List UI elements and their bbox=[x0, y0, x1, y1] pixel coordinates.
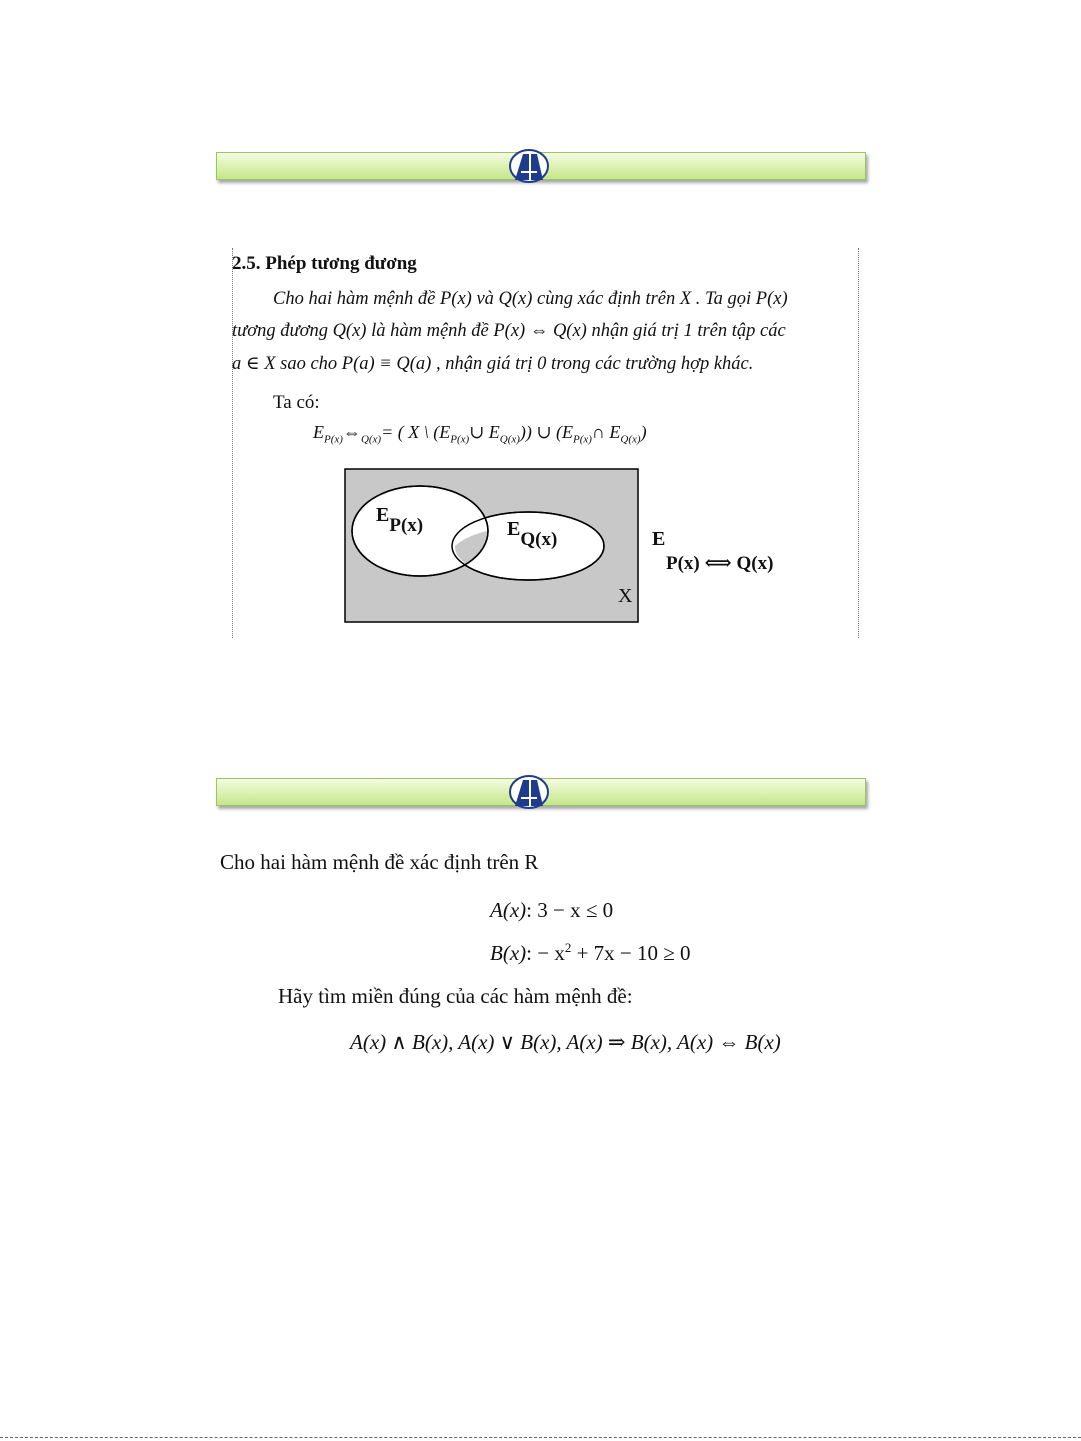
slide-header-banner bbox=[216, 778, 866, 806]
section-heading: 2.5. Phép tương đương bbox=[232, 253, 417, 274]
exercise-intro: Cho hai hàm mệnh đề xác định trên R bbox=[220, 850, 539, 874]
definition-line-1: Cho hai hàm mệnh đề P(x) và Q(x) cùng xác định trên X . Ta gọi P(x) bbox=[273, 289, 788, 309]
slide-header-banner bbox=[216, 152, 866, 180]
venn-label-q: EQ(x) bbox=[507, 518, 558, 550]
exercise-task: Hãy tìm miền đúng của các hàm mệnh đề: bbox=[278, 984, 633, 1008]
venn-side-label-sub: P(x) ⟺ Q(x) bbox=[666, 553, 774, 574]
function-b-definition: B(x): − $x^2 + 7x - 10 \ge 0$ bbox=[490, 940, 691, 965]
venn-diagram bbox=[344, 468, 640, 624]
function-a-definition: A(x): 3 − x ≤ 0 bbox=[490, 898, 614, 922]
ta-co-label: Ta có: bbox=[273, 392, 320, 413]
venn-label-x: X bbox=[618, 585, 633, 607]
definition-line-3: a ∈ X sao cho P(a) ≡ Q(a) , nhận giá trị 0 trong các trường hợp khác. bbox=[232, 354, 754, 374]
page-bottom-divider bbox=[0, 1437, 1081, 1438]
logical-expressions: A(x) ∧ B(x), A(x) ∨ B(x), A(x) ⇒ B(x), A(x) ⇔ B(x) bbox=[350, 1030, 781, 1054]
university-logo-icon bbox=[507, 148, 551, 184]
university-logo-icon bbox=[507, 774, 551, 810]
venn-label-p: EP(x) bbox=[376, 504, 424, 536]
set-formula: $E_{P(x)}\Leftrightarrow_{Q(x)}=$ ( X \ ($E_{P(x)}\cup$ $E_{Q(x)}$)) ∪ ($E_{P(x)}\cap$ $E_{Q(x)}$) bbox=[313, 422, 647, 446]
definition-line-2: tương đương Q(x) là hàm mệnh đề P(x) ⇔ Q(x) nhận giá trị 1 trên tập các bbox=[232, 321, 786, 341]
venn-side-label-E: E bbox=[652, 528, 666, 550]
